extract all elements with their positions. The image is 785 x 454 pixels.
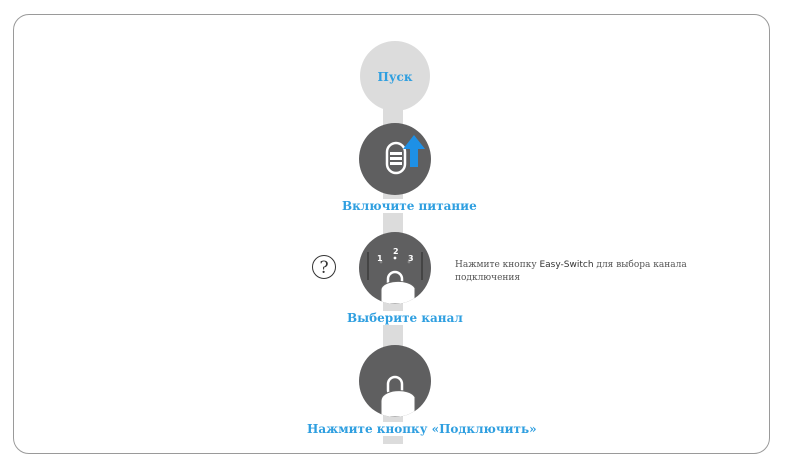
step-connect-label: Нажмите кнопку «Подключить»	[307, 422, 537, 436]
start-node[interactable]	[360, 41, 430, 111]
channel-2: 2	[393, 247, 399, 256]
channel-3: 3	[408, 254, 414, 263]
step-power-label: Включите питание	[342, 199, 477, 213]
step-channel-label: Выберите канал	[347, 311, 463, 325]
channel-1: 1	[377, 254, 383, 263]
help-icon[interactable]: ?	[312, 255, 336, 279]
connect-button-icon	[359, 345, 431, 417]
help-description	[455, 259, 705, 285]
easy-switch-button-icon	[359, 232, 431, 304]
easy-switch-illustration	[359, 232, 431, 304]
easy-switch-name: Easy-Switch	[539, 260, 594, 270]
start-label: Пуск	[377, 70, 413, 84]
help-text-before: Нажмите кнопку	[455, 260, 540, 270]
connect-button-illustration	[359, 345, 431, 417]
help-text-after: для выбора канала подключения	[455, 260, 687, 283]
arrow-up-icon	[402, 133, 426, 169]
